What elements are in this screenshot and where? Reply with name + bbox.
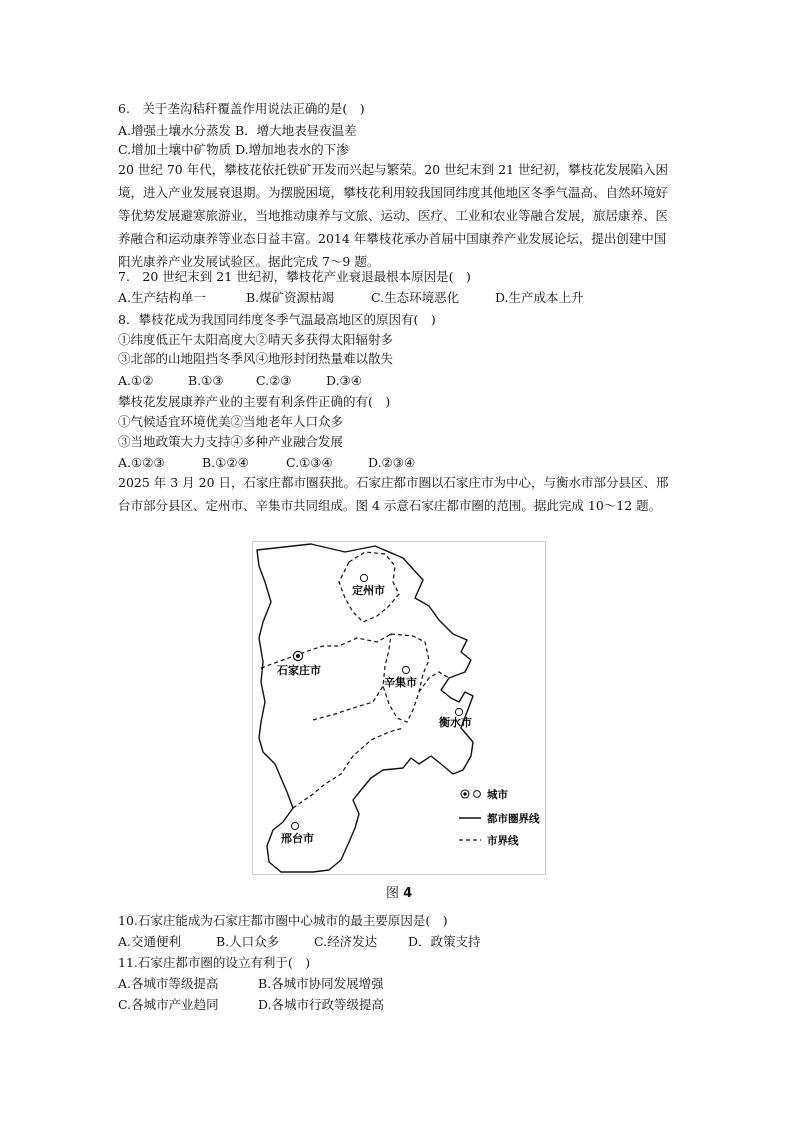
q10-stem: 10.石家庄能成为石家庄都市圈中心城市的最主要原因是( ) xyxy=(118,913,448,928)
map-figure-4 xyxy=(252,541,546,875)
q9-option-c: C.①③④ xyxy=(286,455,333,470)
q6-options-row1: A.增强土壤水分蒸发 B．增大地表昼夜温差 xyxy=(118,123,357,138)
q10-option-d: D．政策支持 xyxy=(408,934,481,949)
q11-options-row2 xyxy=(118,996,384,1013)
xingtai-label: 邢台市 xyxy=(281,832,314,845)
q8-option-a: A.①② xyxy=(118,373,154,388)
q7-option-d: D.生产成本上升 xyxy=(495,290,584,305)
q7-option-b: B.煤矿资源枯竭 xyxy=(246,290,335,305)
dingzhou-label: 定州市 xyxy=(352,584,385,597)
q9-option-a: A.①②③ xyxy=(118,455,165,470)
figure-caption xyxy=(386,882,412,901)
q10-options xyxy=(118,933,481,950)
q6-options-row2: C.增加土壤中矿物质 D.增加地表水的下渗 xyxy=(118,142,349,157)
shijiazhuang-marker-inner xyxy=(296,654,300,658)
legend-boundary-label: 都市圈界线 xyxy=(487,813,540,825)
q8-statements-row2: ③北部的山地阻挡冬季风④地形封闭热量难以散失 xyxy=(118,351,394,366)
q9-stem: 攀枝花发展康养产业的主要有利条件正确的有( ) xyxy=(118,394,391,409)
hengshui-label: 衡水市 xyxy=(439,716,472,729)
q11-option-b: B.各城市协同发展增强 xyxy=(258,976,384,991)
q11-options-row1 xyxy=(118,975,384,992)
q10-option-b: B.人口众多 xyxy=(216,934,280,949)
q8-option-c: C.②③ xyxy=(256,373,292,388)
internal-city-line-south xyxy=(293,728,403,808)
internal-city-line-east xyxy=(419,672,449,692)
internal-city-line-west xyxy=(261,634,391,668)
legend-city-label: 城市 xyxy=(487,789,508,801)
q8-statements-row1: ①纬度低正午太阳高度大②晴天多获得太阳辐射多 xyxy=(118,332,394,347)
q11-stem: 11.石家庄都市圈的设立有利于( ) xyxy=(118,955,311,970)
passage-shijiazhuang: 2025 年 3 月 20 日，石家庄都市圈获批。石家庄都市圈以石家庄市为中心，与衡水市部分县区、邢台市部分县区、定州市、辛集市共同组成。图 4 示意石家庄都市圈的范围。据此完成 10～12 题。 xyxy=(118,475,669,513)
q9-statements-row2: ③当地政策大力支持④多种产业融合发展 xyxy=(118,434,344,449)
q7-stem: 7. 20 世纪末到 21 世纪初，攀枝花产业衰退最根本原因是( ) xyxy=(118,269,471,284)
legend-city-marker-hollow xyxy=(474,791,481,798)
dingzhou-marker xyxy=(360,574,367,581)
q10-option-c: C.经济发达 xyxy=(314,934,378,949)
q9-options xyxy=(118,454,415,471)
metro-area-map xyxy=(253,542,545,874)
q7-option-a: A.生产结构单一 xyxy=(118,290,207,305)
legend-cityline-label: 市界线 xyxy=(487,835,519,847)
q8-option-d: D.③④ xyxy=(326,373,362,388)
shijiazhuang-label: 石家庄市 xyxy=(277,664,321,677)
q10-option-a: A.交通便利 xyxy=(118,934,182,949)
hengshui-marker xyxy=(455,708,462,715)
q9-option-d: D.②③④ xyxy=(368,455,416,470)
figure-caption-number: 4 xyxy=(403,886,413,901)
legend-city-marker-filled-inner xyxy=(463,792,466,795)
internal-city-line-center xyxy=(313,686,383,720)
q8-stem: 8．攀枝花成为我国同纬度冬季气温最高地区的原因有( ) xyxy=(118,312,436,327)
xinji-label: 辛集市 xyxy=(384,676,417,689)
q11-option-a: A.各城市等级提高 xyxy=(118,976,219,991)
xinji-marker xyxy=(402,666,409,673)
q9-statements-row1: ①气候适宜环境优美②当地老年人口众多 xyxy=(118,414,344,429)
q11-option-d: D.各城市行政等级提高 xyxy=(258,997,385,1012)
figure-caption-prefix: 图 xyxy=(386,886,404,901)
xingtai-marker xyxy=(291,822,298,829)
q8-option-b: B.①③ xyxy=(188,373,224,388)
passage-panzhihua: 20 世纪 70 年代，攀枝花依托铁矿开发而兴起与繁荣。20 世纪末到 21 世纪初，攀枝花发展陷入困境，进入产业发展衰退期。为摆脱困境，攀枝花利用较我国同纬度其他地区冬季气温高、自然环境好等优势发展避寒旅游业，当地推动康养与文旅、运动、医疗、工业和农业等融合发展，旅居康养、医养融合和运动康养等业态日益丰富。2014 年攀枝花承办首届中国康养产业发展论坛，提出创建中国阳光康养产业发展试验区。据此完成 7～9 题。 xyxy=(118,162,669,269)
q7-option-c: C.生态环境恶化 xyxy=(371,290,460,305)
q8-options xyxy=(118,372,362,389)
q7-options xyxy=(118,289,584,306)
q9-option-b: B.①②④ xyxy=(202,455,249,470)
q6-stem: 6. 关于垄沟秸秆覆盖作用说法正确的是( ) xyxy=(118,101,365,116)
map-legend xyxy=(459,788,540,847)
q11-option-c: C.各城市产业趋同 xyxy=(118,997,219,1012)
